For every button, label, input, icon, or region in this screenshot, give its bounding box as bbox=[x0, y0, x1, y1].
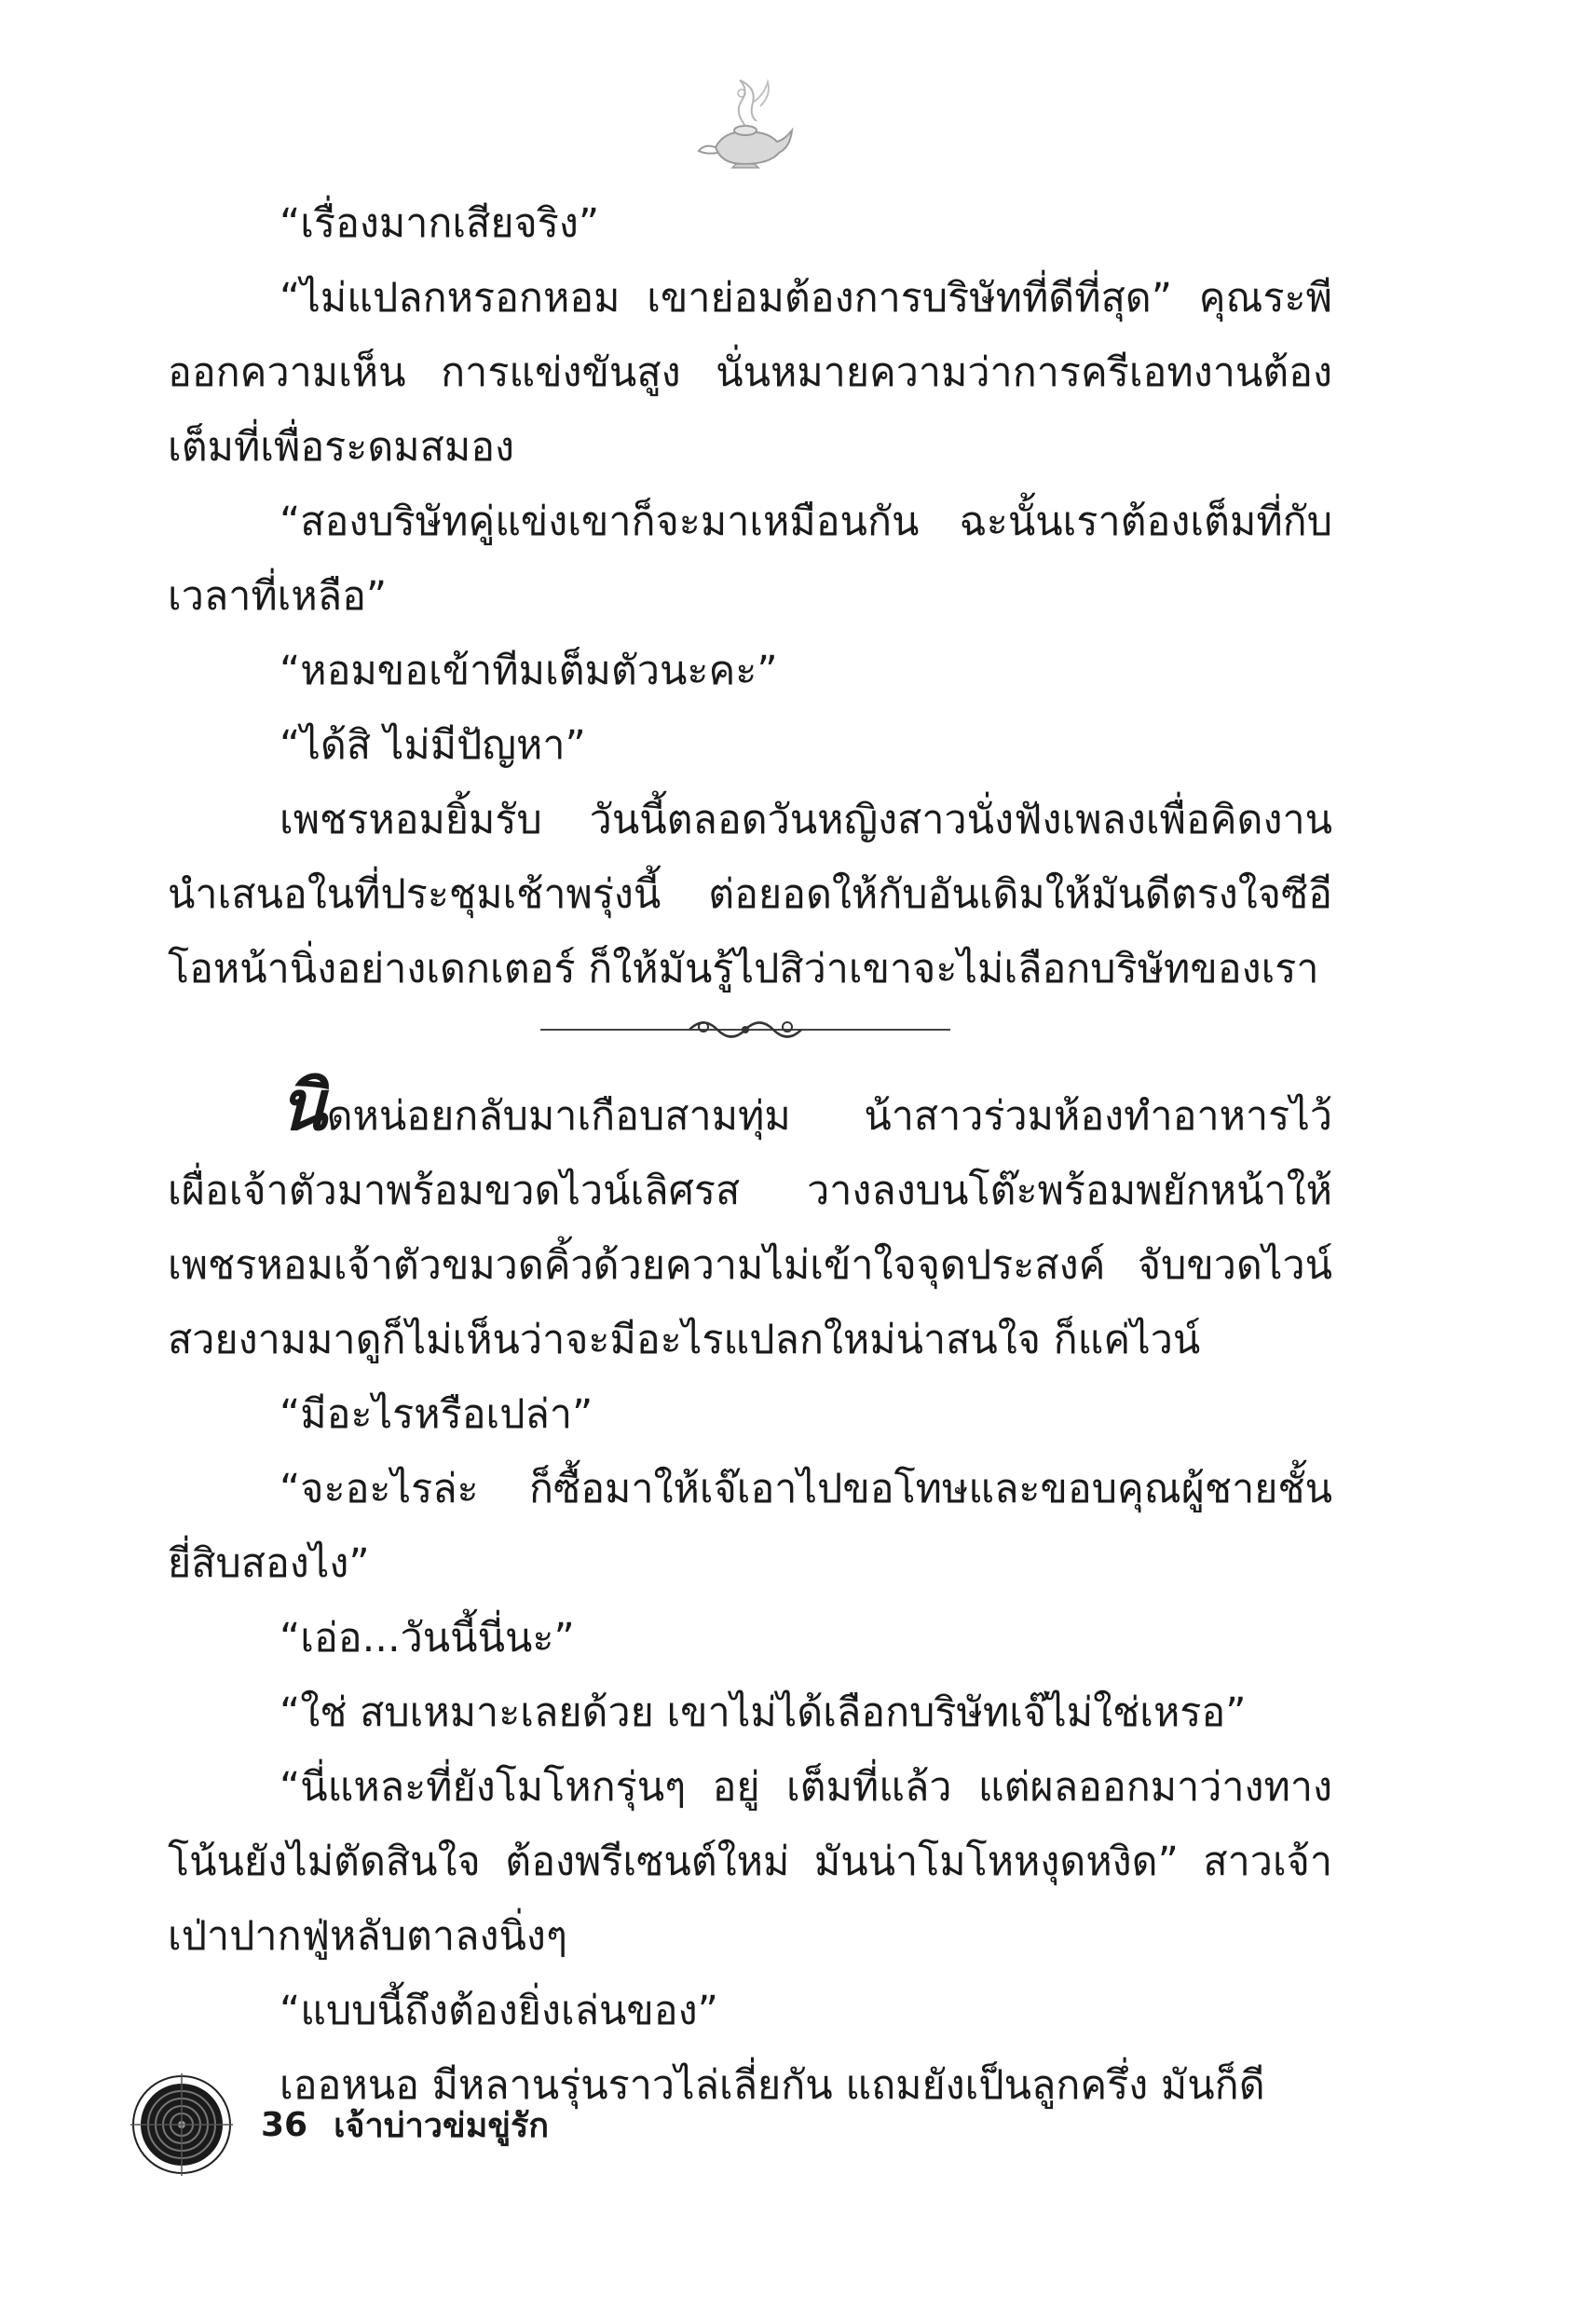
paragraph-with-dropcap bbox=[168, 1066, 1332, 1377]
paragraph: “จะอะไรล่ะ ก็ซื้อมาให้เจ๊เอาไปขอโทษและขอบคุณผู้ชายชั้นยี่สิบสองไง” bbox=[168, 1466, 1332, 1587]
paragraph: เออหนอ มีหลานรุ่นราวไล่เลี่ยกัน แถมยังเป็นลูกครึ่ง มันก็ดี bbox=[280, 2062, 1265, 2109]
paragraph: “ไม่แปลกหรอกหอม เขาย่อมต้องการบริษัทที่ดีที่สุด” คุณระพีออกความเห็น การแข่งขันสูง นั่นหมายความว่าการครีเอทงานต้องเต็มที่เพื่อระดมสมอง bbox=[168, 275, 1332, 471]
genie-lamp-icon bbox=[688, 75, 799, 177]
paragraph: “ได้สิ ไม่มีปัญหา” bbox=[280, 722, 586, 769]
paragraph: “เอ่อ...วันนี้นี่นะ” bbox=[280, 1615, 575, 1661]
paragraph: “มีอะไรหรือเปล่า” bbox=[280, 1391, 593, 1438]
paragraph: “ใช่ สบเหมาะเลยด้วย เขาไม่ได้เลือกบริษัทเจ๊ไม่ใช่เหรอ” bbox=[280, 1689, 1247, 1736]
paragraph: “สองบริษัทคู่แข่งเขาก็จะมาเหมือนกัน ฉะนั้นเราต้องเต็มที่กับเวลาที่เหลือ” bbox=[168, 499, 1332, 620]
paragraph: “แบบนี้ถึงต้องยิ่งเล่นของ” bbox=[280, 1988, 718, 2034]
book-title: เจ้าบ่าวข่มขู่รัก bbox=[334, 2106, 550, 2145]
drop-cap: นิ bbox=[280, 1066, 327, 1146]
scene-divider-ornament bbox=[540, 1006, 950, 1053]
main-text-top bbox=[168, 186, 1332, 1006]
main-text-section-two bbox=[168, 1066, 1332, 2123]
paragraph: “หอมขอเข้าทีมเต็มตัวนะคะ” bbox=[280, 648, 778, 694]
paragraph: “เรื่องมากเสียจริง” bbox=[280, 200, 600, 247]
paragraph-text: ดหน่อยกลับมาเกือบสามทุ่ม น้าสาวร่วมห้องทำอาหารไว้เผื่อเจ้าตัวมาพร้อมขวดไวน์เลิศรส วางลงบนโต๊ะพร้อมพยักหน้าให้เพชรหอมเจ้าตัวขมวดคิ้วด้วยความไม่เข้าใจจุดประสงค์ จับขวดไวน์สวยงามมาดูก็ไม่เห็นว่าจะมีอะไรแปลกใหม่น่าสนใจ ก็แค่ไวน์ bbox=[168, 1093, 1332, 1363]
page-number: 36 bbox=[261, 2105, 308, 2144]
target-icon bbox=[130, 2073, 233, 2176]
page-footer bbox=[130, 2073, 783, 2176]
paragraph: เพชรหอมยิ้มรับ วันนี้ตลอดวันหญิงสาวนั่งฟังเพลงเพื่อคิดงานนำเสนอในที่ประชุมเช้าพรุ่งนี้ ต่อยอดให้กับอันเดิมให้มันดีตรงใจซีอีโอหน้านิ่งอย่างเดกเตอร์ ก็ให้มันรู้ไปสิว่าเขาจะไม่เลือกบริษัทของเรา bbox=[168, 797, 1332, 992]
paragraph: “นี่แหละที่ยังโมโหกรุ่นๆ อยู่ เต็มที่แล้ว แต่ผลออกมาว่างทางโน้นยังไม่ตัดสินใจ ต้องพรีเซนต์ใหม่ มันน่าโมโหหงุดหงิด” สาวเจ้าเป่าปากฟู่หลับตาลงนิ่งๆ bbox=[168, 1764, 1332, 1960]
